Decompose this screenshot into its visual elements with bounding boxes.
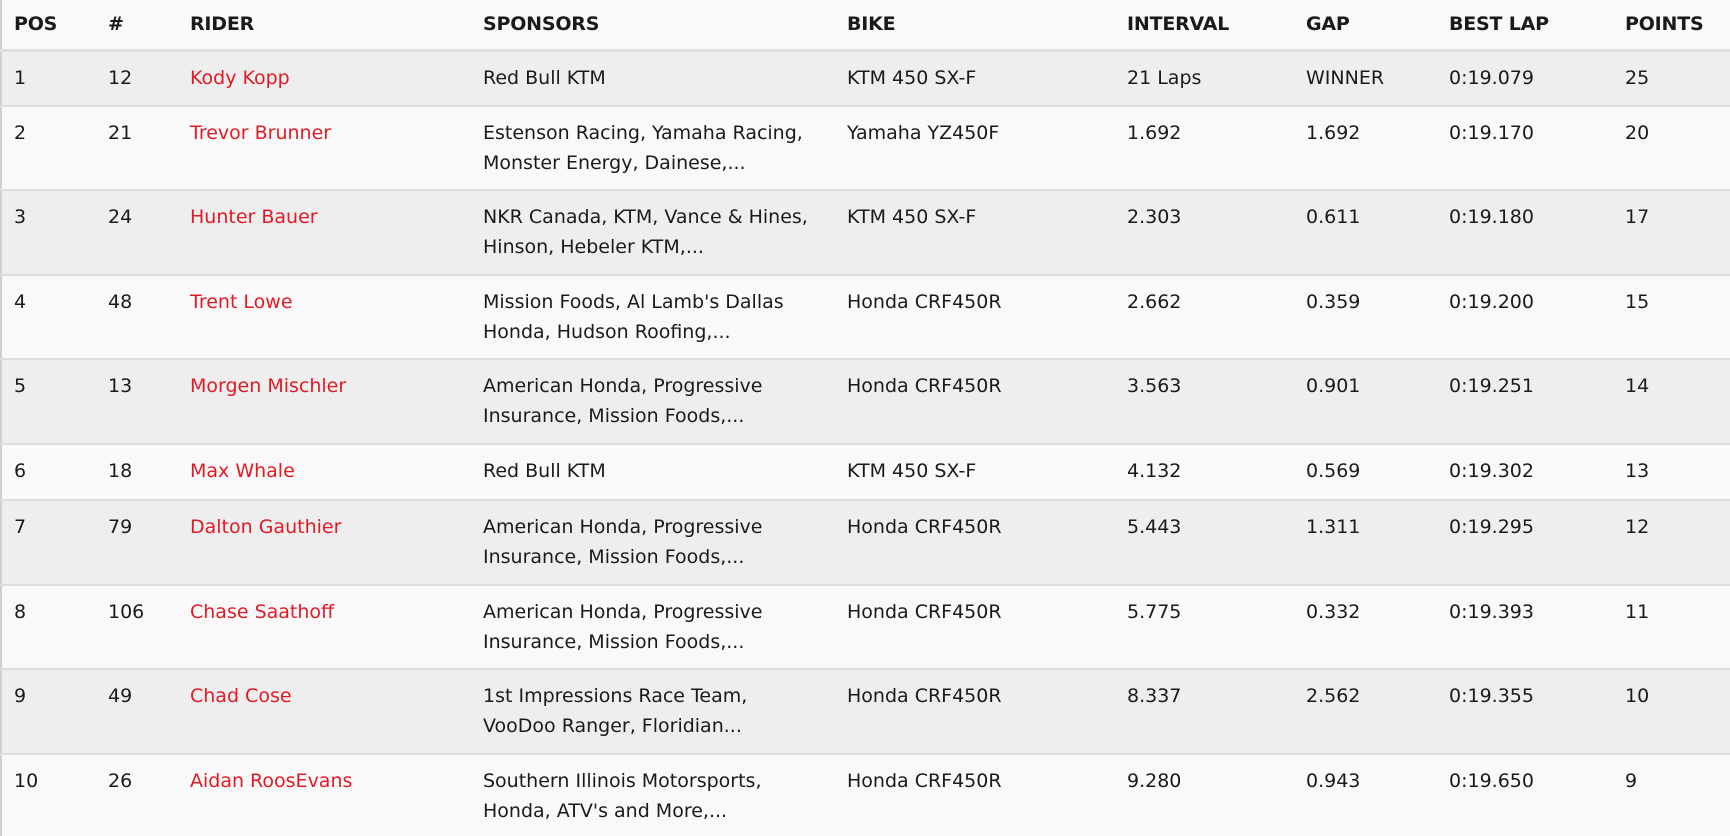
cell-rider: [178, 50, 471, 106]
cell-gap: 0.359: [1306, 291, 1361, 313]
header-sponsors[interactable]: SPONSORS: [483, 13, 600, 36]
cell-gap: WINNER: [1306, 66, 1385, 89]
table-header: [1, 0, 1730, 50]
cell-pos: 7: [14, 516, 27, 538]
rider-link[interactable]: Kody Kopp: [190, 66, 290, 89]
cell-rider: [178, 500, 471, 585]
rider-link[interactable]: Chase Saathoff: [190, 601, 335, 623]
cell-rider: [178, 444, 471, 500]
table-row: [1, 50, 1730, 106]
cell-pos: 4: [14, 291, 27, 313]
cell-bike: Honda CRF450R: [847, 291, 1002, 313]
rider-link[interactable]: Dalton Gauthier: [190, 516, 342, 538]
cell-interval: 2.662: [1127, 291, 1182, 313]
cell-points: 25: [1625, 66, 1650, 89]
cell-interval: 2.303: [1127, 206, 1182, 228]
cell-sponsors: Red Bull KTM: [483, 460, 606, 482]
cell-best-lap: 0:19.393: [1449, 601, 1534, 623]
cell-points: 17: [1625, 206, 1650, 228]
cell-sponsors: Southern Illinois Motorsports, Honda, ATV's and More,...: [483, 770, 762, 822]
table-row: [1, 444, 1730, 500]
cell-gap: 0.943: [1306, 770, 1361, 792]
cell-bike: KTM 450 SX-F: [847, 460, 977, 482]
cell-pos: 6: [14, 460, 27, 482]
table-row: [1, 669, 1730, 754]
cell-sponsors: NKR Canada, KTM, Vance & Hines, Hinson, Hebeler KTM,...: [483, 206, 808, 258]
table-row: [1, 500, 1730, 585]
cell-gap: 0.332: [1306, 601, 1361, 623]
cell-number: 106: [108, 601, 145, 623]
cell-points: 20: [1625, 122, 1650, 144]
cell-bike: Honda CRF450R: [847, 770, 1002, 792]
cell-interval: 4.132: [1127, 460, 1182, 482]
cell-rider: [178, 754, 471, 836]
cell-number: 48: [108, 291, 133, 313]
cell-bike: Honda CRF450R: [847, 601, 1002, 623]
cell-rider: [178, 669, 471, 754]
cell-interval: 5.775: [1127, 601, 1182, 623]
cell-points: 9: [1625, 770, 1638, 792]
cell-points: 11: [1625, 601, 1650, 623]
cell-rider: [178, 190, 471, 275]
cell-sponsors: Mission Foods, Al Lamb's Dallas Honda, Hudson Roofing,...: [483, 291, 784, 343]
header-pos[interactable]: POS: [14, 13, 58, 36]
cell-interval: 9.280: [1127, 770, 1182, 792]
rider-link[interactable]: Trevor Brunner: [190, 122, 332, 144]
cell-points: 10: [1625, 685, 1650, 707]
table-body: [1, 50, 1730, 836]
cell-points: 14: [1625, 375, 1650, 397]
table-row: [1, 585, 1730, 669]
cell-gap: 0.901: [1306, 375, 1361, 397]
cell-sponsors: Estenson Racing, Yamaha Racing, Monster Energy, Dainese,...: [483, 122, 803, 174]
cell-bike: Honda CRF450R: [847, 516, 1002, 538]
header-best-lap[interactable]: BEST LAP: [1449, 13, 1549, 36]
cell-bike: Yamaha YZ450F: [847, 122, 1000, 144]
cell-gap: 0.569: [1306, 460, 1361, 482]
rider-link[interactable]: Max Whale: [190, 460, 295, 482]
cell-rider: [178, 585, 471, 669]
header-gap[interactable]: GAP: [1306, 13, 1350, 36]
cell-pos: 1: [14, 66, 27, 89]
cell-sponsors: American Honda, Progressive Insurance, Mission Foods,...: [483, 601, 763, 653]
cell-points: 15: [1625, 291, 1650, 313]
cell-sponsors: 1st Impressions Race Team, VooDoo Ranger, Floridian...: [483, 685, 748, 737]
rider-link[interactable]: Aidan RoosEvans: [190, 770, 353, 792]
cell-pos: 8: [14, 601, 27, 623]
cell-points: 13: [1625, 460, 1650, 482]
cell-number: 13: [108, 375, 133, 397]
cell-interval: 21 Laps: [1127, 66, 1202, 89]
cell-interval: 1.692: [1127, 122, 1182, 144]
table-row: [1, 106, 1730, 190]
table-row: [1, 275, 1730, 359]
table-row: [1, 754, 1730, 836]
cell-gap: 0.611: [1306, 206, 1361, 228]
cell-pos: 5: [14, 375, 27, 397]
cell-number: 49: [108, 685, 133, 707]
cell-best-lap: 0:19.079: [1449, 66, 1534, 89]
cell-points: 12: [1625, 516, 1650, 538]
cell-interval: 5.443: [1127, 516, 1182, 538]
cell-number: 21: [108, 122, 133, 144]
cell-pos: 3: [14, 206, 27, 228]
cell-pos: 9: [14, 685, 27, 707]
rider-link[interactable]: Trent Lowe: [190, 291, 293, 313]
header-points[interactable]: POINTS: [1625, 13, 1704, 36]
cell-number: 79: [108, 516, 133, 538]
header-number[interactable]: #: [108, 13, 124, 36]
cell-rider: [178, 359, 471, 444]
cell-gap: 2.562: [1306, 685, 1361, 707]
rider-link[interactable]: Hunter Bauer: [190, 206, 318, 228]
cell-number: 24: [108, 206, 133, 228]
cell-sponsors: American Honda, Progressive Insurance, Mission Foods,...: [483, 375, 763, 427]
cell-best-lap: 0:19.180: [1449, 206, 1534, 228]
cell-rider: [178, 106, 471, 190]
header-row: [1, 0, 1730, 50]
cell-rider: [178, 275, 471, 359]
cell-sponsors: American Honda, Progressive Insurance, Mission Foods,...: [483, 516, 763, 568]
cell-number: 12: [108, 66, 133, 89]
cell-pos: 2: [14, 122, 27, 144]
cell-bike: KTM 450 SX-F: [847, 66, 977, 89]
cell-gap: 1.692: [1306, 122, 1361, 144]
header-rider[interactable]: RIDER: [190, 13, 255, 36]
cell-best-lap: 0:19.355: [1449, 685, 1534, 707]
rider-link[interactable]: Morgen Mischler: [190, 375, 347, 397]
cell-bike: KTM 450 SX-F: [847, 206, 977, 228]
cell-number: 18: [108, 460, 133, 482]
cell-best-lap: 0:19.251: [1449, 375, 1534, 397]
cell-bike: Honda CRF450R: [847, 685, 1002, 707]
cell-sponsors: Red Bull KTM: [483, 66, 606, 89]
header-interval[interactable]: INTERVAL: [1127, 13, 1230, 36]
cell-interval: 3.563: [1127, 375, 1182, 397]
table-row: [1, 359, 1730, 444]
table-row: [1, 190, 1730, 275]
header-bike[interactable]: BIKE: [847, 13, 896, 36]
cell-best-lap: 0:19.200: [1449, 291, 1534, 313]
cell-best-lap: 0:19.170: [1449, 122, 1534, 144]
cell-bike: Honda CRF450R: [847, 375, 1002, 397]
cell-best-lap: 0:19.302: [1449, 460, 1534, 482]
cell-interval: 8.337: [1127, 685, 1182, 707]
cell-best-lap: 0:19.650: [1449, 770, 1534, 792]
cell-gap: 1.311: [1306, 516, 1361, 538]
rider-link[interactable]: Chad Cose: [190, 685, 292, 707]
cell-best-lap: 0:19.295: [1449, 516, 1534, 538]
cell-number: 26: [108, 770, 133, 792]
cell-pos: 10: [14, 770, 39, 792]
